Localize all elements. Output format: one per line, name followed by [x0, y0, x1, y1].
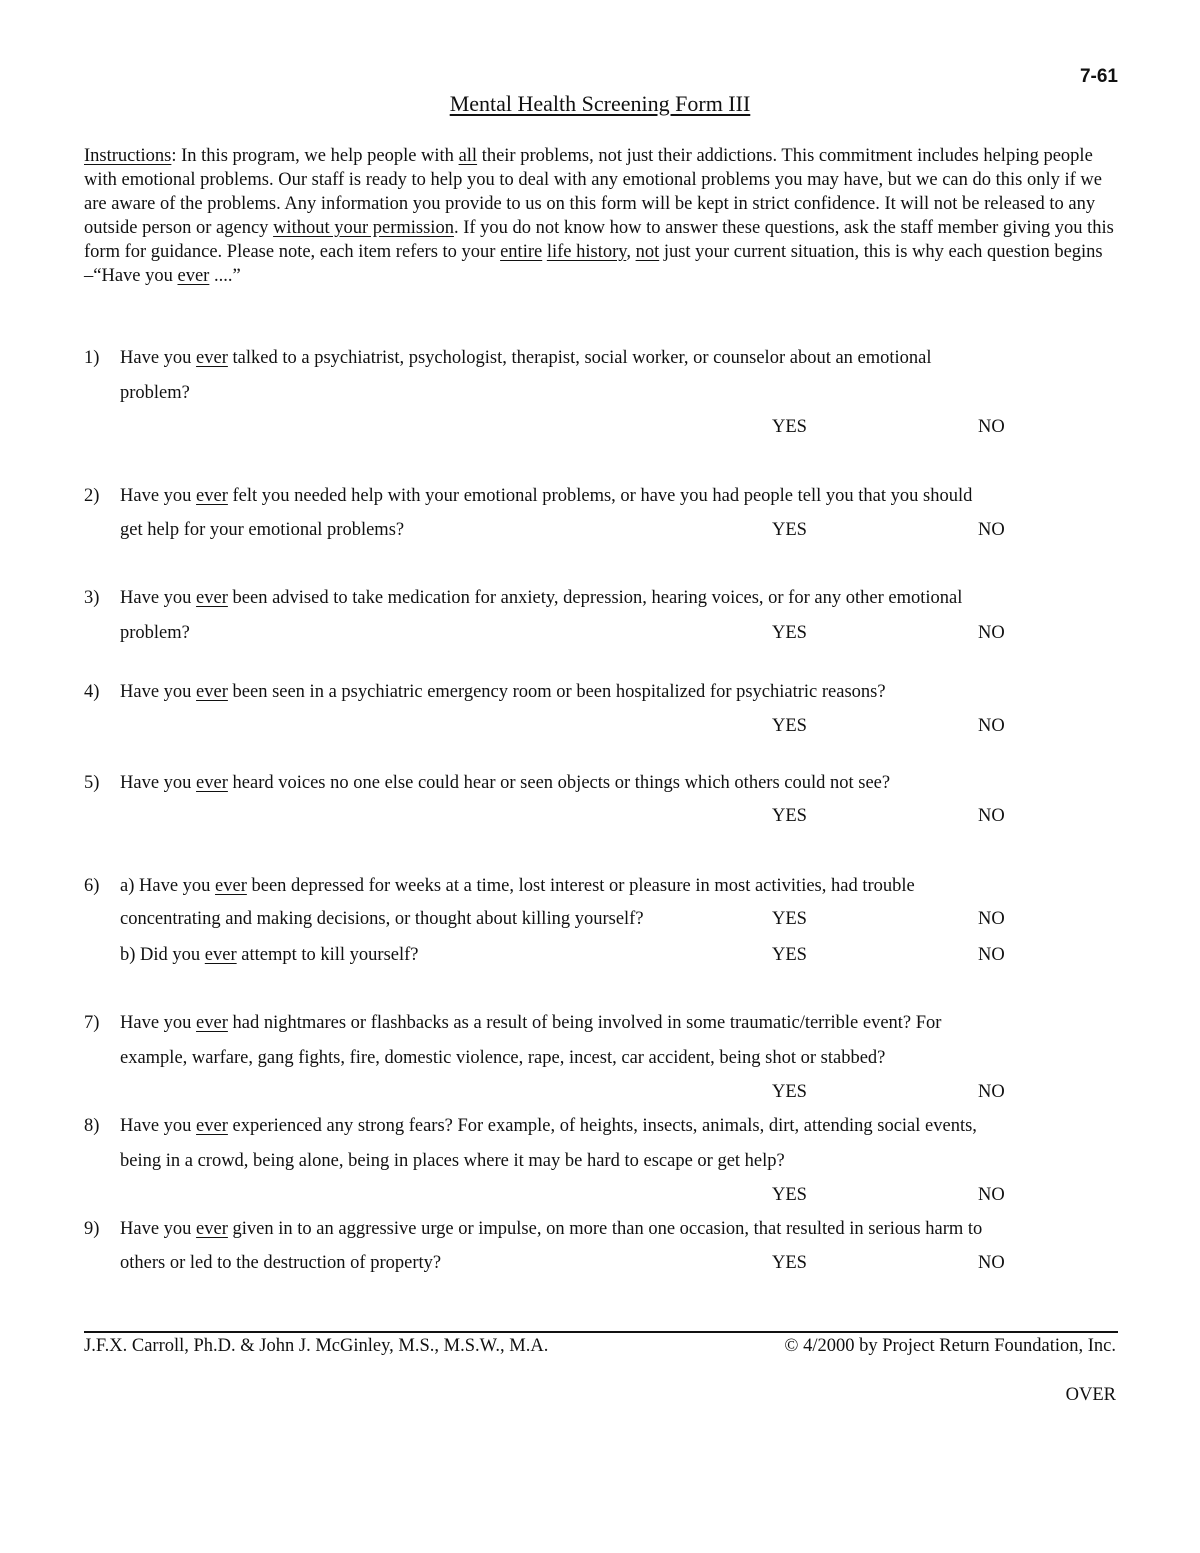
question-text-a [120, 874, 915, 898]
question-text-part: Have you [120, 1116, 197, 1136]
question-text-line2: get help for your emotional problems? [120, 520, 405, 540]
answer-no[interactable]: NO [978, 716, 1005, 736]
emphasis-ever: ever [196, 682, 228, 702]
answer-no[interactable]: NO [978, 520, 1005, 540]
emphasis-ever: ever [196, 773, 228, 793]
emphasis-ever: ever [204, 945, 237, 965]
question-text-part: been advised to take medication for anxiety, depression, hearing voices, or for any other emotional [227, 588, 963, 608]
question-text-line2: example, warfare, gang fights, fire, domestic violence, rape, incest, car accident, being shot or stabbed? [120, 1048, 886, 1068]
answer-yes[interactable]: YES [772, 716, 807, 736]
question-number: 6) [84, 876, 100, 896]
question-text-a-line2: concentrating and making decisions, or thought about killing yourself? [120, 909, 644, 929]
question-text [120, 680, 886, 704]
instructions-text: : In this program, we help people with [171, 146, 459, 166]
question-text-line2: others or led to the destruction of property? [120, 1253, 442, 1273]
question-text [120, 346, 932, 370]
instructions-paragraph [84, 144, 1120, 288]
question-text-part: felt you needed help with your emotional problems, or have you had people tell you that you should [227, 486, 973, 506]
answer-no[interactable]: NO [978, 1082, 1005, 1102]
question-text-line2: problem? [120, 383, 190, 403]
question-text-part: given in to an aggressive urge or impulse, on more than one occasion, that resulted in serious harm to [227, 1219, 983, 1239]
answer-no[interactable]: NO [978, 806, 1005, 826]
answer-no[interactable]: NO [978, 1253, 1005, 1273]
question-text [120, 484, 972, 508]
answer-yes[interactable]: YES [772, 1082, 807, 1102]
answer-yes[interactable]: YES [772, 520, 807, 540]
emphasis-ever: ever [196, 1116, 228, 1136]
question-text-part: talked to a psychiatrist, psychologist, therapist, social worker, or counselor about an emotional [227, 348, 932, 368]
emphasis-ever: ever [196, 1219, 228, 1239]
answer-no[interactable]: NO [978, 623, 1005, 643]
question-text-part: had nightmares or flashbacks as a result of being involved in some traumatic/terrible event? For [227, 1013, 942, 1033]
question-number: 2) [84, 486, 100, 506]
emphasis-ever: ever [196, 486, 228, 506]
instructions-text: . If you do not know how to answer these questions, ask the staff member giving you this form for guidance. Please note, each item refers to your [84, 218, 1114, 262]
answer-yes[interactable]: YES [772, 1253, 807, 1273]
emphasis-life-history: life history [546, 242, 627, 262]
instructions-text: their problems, not just their addictions. This commitment includes helping people with emotional problems. Our staff is ready to help you to deal with any emotional problems you may have, but we can do this only if we are aware of the problems. Any information you provide to us on this form will be kept in strict confidence. It will not be released to any outside person or agency [84, 146, 1102, 238]
instructions-text: , [626, 242, 636, 262]
emphasis-entire: entire [500, 242, 543, 262]
answer-no[interactable]: NO [978, 1185, 1005, 1205]
question-text-part: Have you [120, 588, 197, 608]
form-title: Mental Health Screening Form III [449, 91, 751, 116]
footer-divider [84, 1331, 1118, 1333]
instructions-label: Instructions [84, 146, 172, 166]
question-number: 8) [84, 1116, 100, 1136]
emphasis-ever: ever [196, 1013, 228, 1033]
emphasis-ever: ever [215, 876, 247, 896]
question-text-part: Have you [120, 348, 197, 368]
question-number: 5) [84, 773, 100, 793]
question-number: 4) [84, 682, 100, 702]
answer-no-6a[interactable]: NO [978, 909, 1005, 929]
footer-copyright: © 4/2000 by Project Return Foundation, Inc. [784, 1336, 1116, 1356]
over-label: OVER [1065, 1385, 1116, 1405]
question-text-b [120, 943, 419, 967]
question-text-part: heard voices no one else could hear or seen objects or things which others could not see? [227, 773, 891, 793]
answer-yes[interactable]: YES [772, 623, 807, 643]
answer-yes[interactable]: YES [772, 417, 807, 437]
instructions-text: ....” [209, 266, 241, 286]
question-number: 9) [84, 1219, 100, 1239]
answer-yes[interactable]: YES [772, 806, 807, 826]
question-text-part: a) Have you [120, 876, 216, 896]
question-text [120, 1217, 982, 1241]
question-text-part: attempt to kill yourself? [236, 945, 419, 965]
question-text-part: b) Did you [120, 945, 205, 965]
question-text [120, 1011, 941, 1035]
emphasis-ever: ever [196, 588, 228, 608]
answer-yes[interactable]: YES [772, 1185, 807, 1205]
emphasis-ever: ever [196, 348, 228, 368]
emphasis-all: all [458, 146, 478, 166]
page-number: 7-61 [1079, 66, 1118, 87]
answer-yes-6a[interactable]: YES [772, 909, 807, 929]
answer-no[interactable]: NO [978, 417, 1005, 437]
question-text [120, 586, 962, 610]
question-number: 7) [84, 1013, 100, 1033]
emphasis-without-permission: without your permission [273, 218, 454, 238]
question-text-part: Have you [120, 682, 197, 702]
answer-yes-6b[interactable]: YES [772, 945, 807, 965]
question-number: 3) [84, 588, 100, 608]
question-text-part: experienced any strong fears? For example, of heights, insects, animals, dirt, attending social events, [227, 1116, 977, 1136]
question-text-part: been seen in a psychiatric emergency room or been hospitalized for psychiatric reasons? [227, 682, 886, 702]
question-text-part: been depressed for weeks at a time, lost interest or pleasure in most activities, had trouble [246, 876, 915, 896]
question-text [120, 1114, 977, 1138]
footer-authors: J.F.X. Carroll, Ph.D. & John J. McGinley, M.S., M.S.W., M.A. [84, 1336, 549, 1356]
question-text-part: Have you [120, 1013, 197, 1033]
question-text [120, 771, 890, 795]
instructions-text: just your current situation, this is why each question begins –“Have you [84, 242, 1103, 286]
question-text-line2: problem? [120, 623, 190, 643]
question-number: 1) [84, 348, 100, 368]
emphasis-not: not [635, 242, 660, 262]
answer-no-6b[interactable]: NO [978, 945, 1005, 965]
question-text-part: Have you [120, 773, 197, 793]
emphasis-ever: ever [177, 266, 210, 286]
question-text-part: Have you [120, 486, 197, 506]
question-text-part: Have you [120, 1219, 197, 1239]
question-text-line2: being in a crowd, being alone, being in places where it may be hard to escape or get help? [120, 1151, 785, 1171]
